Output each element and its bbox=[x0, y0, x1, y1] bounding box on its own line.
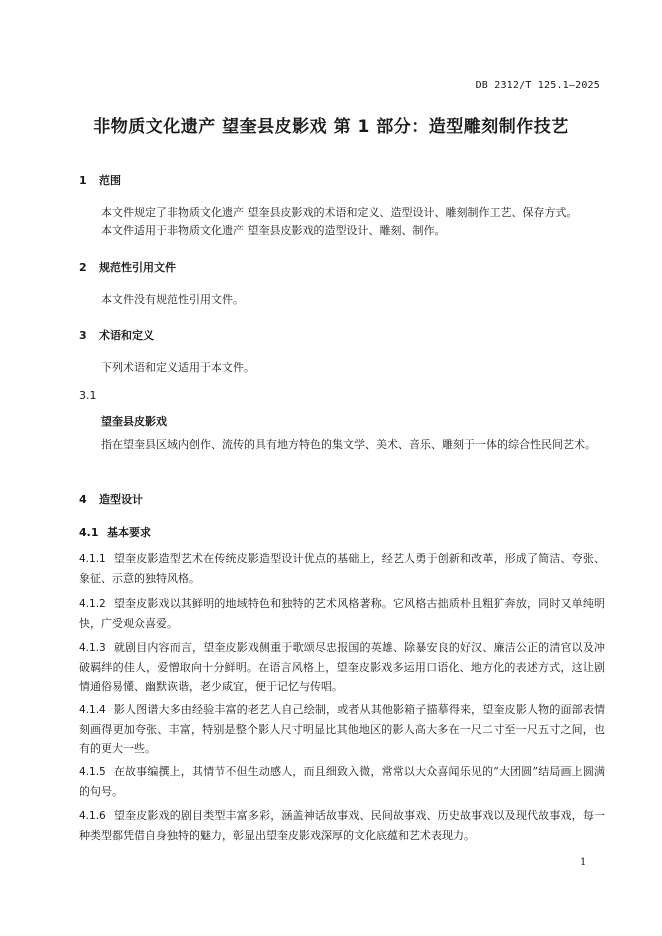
clause-number: 4.1.1 bbox=[79, 553, 106, 565]
section-title: 造型设计 bbox=[99, 493, 143, 506]
clause-number: 4.1.6 bbox=[79, 810, 106, 822]
clause-number: 4.1.5 bbox=[79, 766, 106, 778]
clause-number: 4.1.4 bbox=[79, 704, 106, 716]
section-title: 范围 bbox=[99, 174, 121, 187]
section-2-paragraph-1: 本文件没有规范性引用文件。 bbox=[101, 293, 244, 306]
clause-text: 望奎皮影戏以其鲜明的地域特色和独特的艺术风格著称。它风格古拙质朴且粗犷奔放，同时又单纯明快，广受观众喜爱。 bbox=[79, 597, 605, 630]
section-1-paragraph-2: 本文件适用于非物质文化遗产 望奎县皮影戏的造型设计、雕刻、制作。 bbox=[101, 224, 446, 237]
term-name: 望奎县皮影戏 bbox=[101, 415, 167, 428]
page-number: 1 bbox=[580, 857, 587, 868]
clause-4-1-5 bbox=[79, 762, 605, 801]
subsection-number: 4.1 bbox=[79, 526, 99, 539]
section-number: 2 bbox=[79, 261, 87, 274]
clause-4-1-6 bbox=[79, 806, 605, 845]
clause-text: 影人图谱大多由经验丰富的老艺人自己绘制，或者从其他影箱子描摹得来，望奎皮影人物的面部表情刻画得更加夸张、丰富，特别是整个影人尺寸明显比其他地区的影人高大多在一尺二寸至一尺五寸之间，也有的更大一些。 bbox=[79, 703, 605, 755]
document-title: 非物质文化遗产 望奎县皮影戏 第 1 部分：造型雕刻制作技艺 bbox=[93, 117, 569, 137]
section-title: 规范性引用文件 bbox=[99, 261, 176, 274]
section-1-paragraph-1: 本文件规定了非物质文化遗产 望奎县皮影戏的术语和定义、造型设计、雕刻制作工艺、保存方式。 bbox=[101, 206, 578, 219]
term-definition: 指在望奎县区域内创作、流传的具有地方特色的集文学、美术、音乐、雕刻于一体的综合性民间艺术。 bbox=[101, 438, 596, 451]
section-number: 1 bbox=[79, 174, 87, 187]
subsection-title: 基本要求 bbox=[107, 526, 151, 539]
clause-4-1-1 bbox=[79, 549, 605, 588]
subsection-4-1-heading bbox=[79, 524, 151, 540]
term-number: 3.1 bbox=[79, 389, 97, 402]
clause-text: 望奎皮影戏的剧目类型丰富多彩，涵盖神话故事戏、民间故事戏、历史故事戏以及现代故事戏，每一种类型都凭借自身独特的魅力，彰显出望奎皮影戏深厚的文化底蕴和艺术表现力。 bbox=[79, 809, 605, 842]
section-number: 3 bbox=[79, 329, 87, 342]
clause-4-1-4 bbox=[79, 700, 605, 758]
clause-text: 望奎皮影造型艺术在传统皮影造型设计优点的基础上，经艺人勇于创新和改革，形成了简洁、夸张、象征、示意的独特风格。 bbox=[79, 552, 605, 585]
section-2-heading bbox=[79, 259, 176, 275]
clause-4-1-3 bbox=[79, 638, 605, 696]
section-4-heading bbox=[79, 491, 143, 507]
section-1-heading bbox=[79, 172, 121, 188]
document-number: DB 2312/T 125.1—2025 bbox=[475, 80, 600, 91]
section-title: 术语和定义 bbox=[99, 329, 154, 342]
clause-text: 在故事编撰上，其情节不但生动感人，而且细致入微，常常以大众喜闻乐见的“大团圆”结局画上圆满的句号。 bbox=[79, 765, 605, 798]
clause-number: 4.1.2 bbox=[79, 598, 106, 610]
clause-text: 就剧目内容而言，望奎皮影戏侧重于歌颂尽忠报国的英雄、除暴安良的好汉、廉洁公正的清官以及冲破羁绊的佳人，爱憎取向十分鲜明。在语言风格上，望奎皮影戏多运用口语化、地方化的表述方式，这让剧情通俗易懂、幽默诙谐，老少咸宜，便于记忆与传唱。 bbox=[79, 641, 605, 693]
clause-4-1-2 bbox=[79, 594, 605, 633]
section-number: 4 bbox=[79, 493, 87, 506]
clause-number: 4.1.3 bbox=[79, 642, 106, 654]
section-3-paragraph-1: 下列术语和定义适用于本文件。 bbox=[101, 361, 255, 374]
section-3-heading bbox=[79, 327, 154, 343]
